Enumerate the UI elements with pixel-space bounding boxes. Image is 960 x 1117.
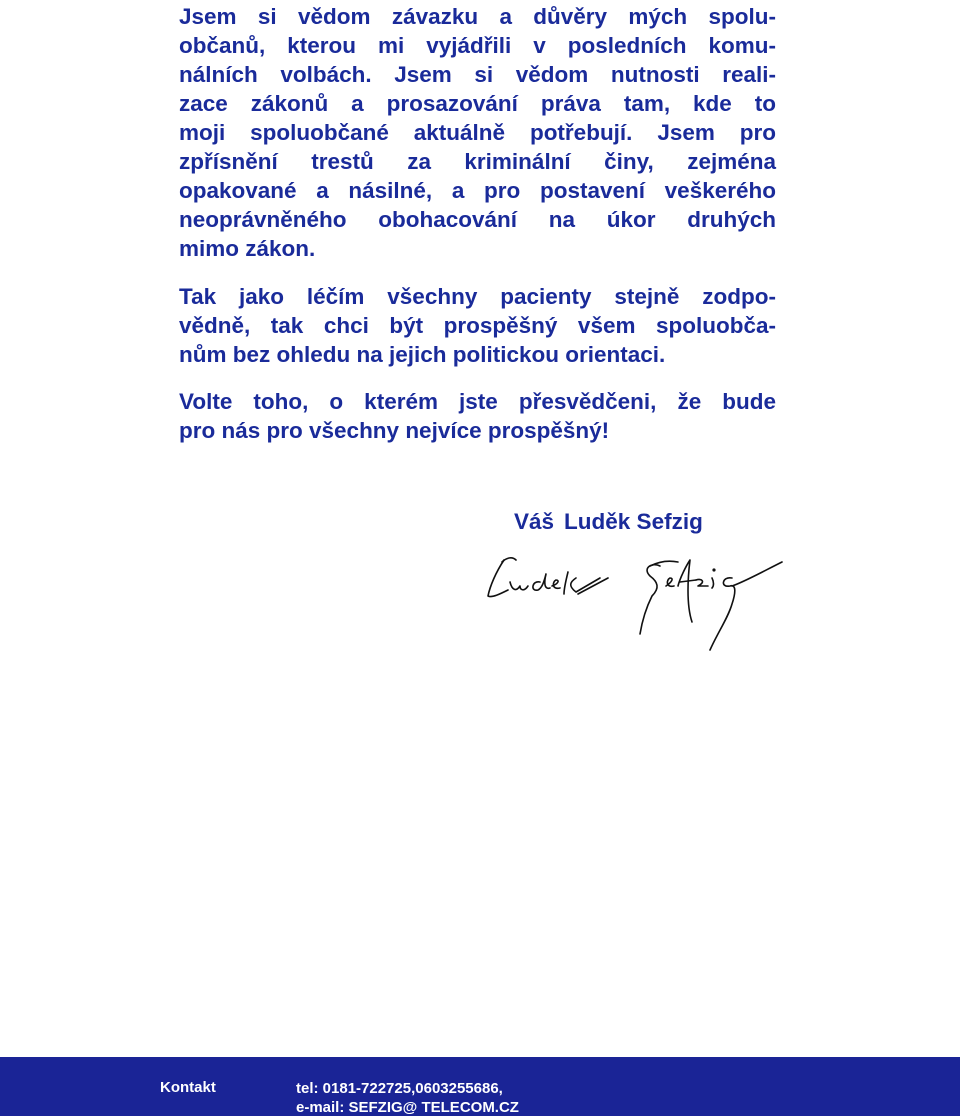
text-line: opakované a násilné, a pro postavení veškerého xyxy=(179,178,776,203)
handwritten-signature xyxy=(482,552,792,662)
text-line: občanů, kterou mi vyjádřili v posledních komu- xyxy=(179,33,776,58)
text-line: pro nás pro všechny nejvíce prospěšný! xyxy=(179,418,610,443)
signoff-salutation: Váš xyxy=(514,509,555,534)
text-line: nům bez ohledu na jejich politickou orientaci. xyxy=(179,342,666,367)
paragraph-patients xyxy=(179,282,776,369)
text-line: zace zákonů a prosazování práva tam, kde to xyxy=(179,91,776,116)
paragraph-vote-appeal xyxy=(179,387,776,445)
text-line: zpřísnění trestů za kriminální činy, zejména xyxy=(179,149,776,174)
signoff-name: Luděk Sefzig xyxy=(564,509,703,534)
contact-details xyxy=(296,1079,519,1117)
text-line: vědně, tak chci být prospěšný všem spoluobča- xyxy=(179,313,776,338)
text-line: moji spoluobčané aktuálně potřebují. Jsem pro xyxy=(179,120,776,145)
text-line: Volte toho, o kterém jste přesvědčeni, že bude xyxy=(179,389,776,414)
signoff xyxy=(514,509,703,535)
contact-email: e-mail: SEFZIG@ TELECOM.CZ xyxy=(296,1099,519,1116)
contact-footer xyxy=(0,1057,960,1116)
contact-label: Kontakt xyxy=(160,1079,216,1096)
text-line: mimo zákon. xyxy=(179,236,316,261)
text-line: nálních volbách. Jsem si vědom nutnosti reali- xyxy=(179,62,776,87)
text-line: neoprávněného obohacování na úkor druhých xyxy=(179,207,776,232)
contact-phone: tel: 0181-722725,0603255686, xyxy=(296,1080,503,1097)
text-line: Tak jako léčím všechny pacienty stejně zodpo- xyxy=(179,284,776,309)
text-line: Jsem si vědom závazku a důvěry mých spolu- xyxy=(179,4,776,29)
paragraph-commitment xyxy=(179,2,776,263)
